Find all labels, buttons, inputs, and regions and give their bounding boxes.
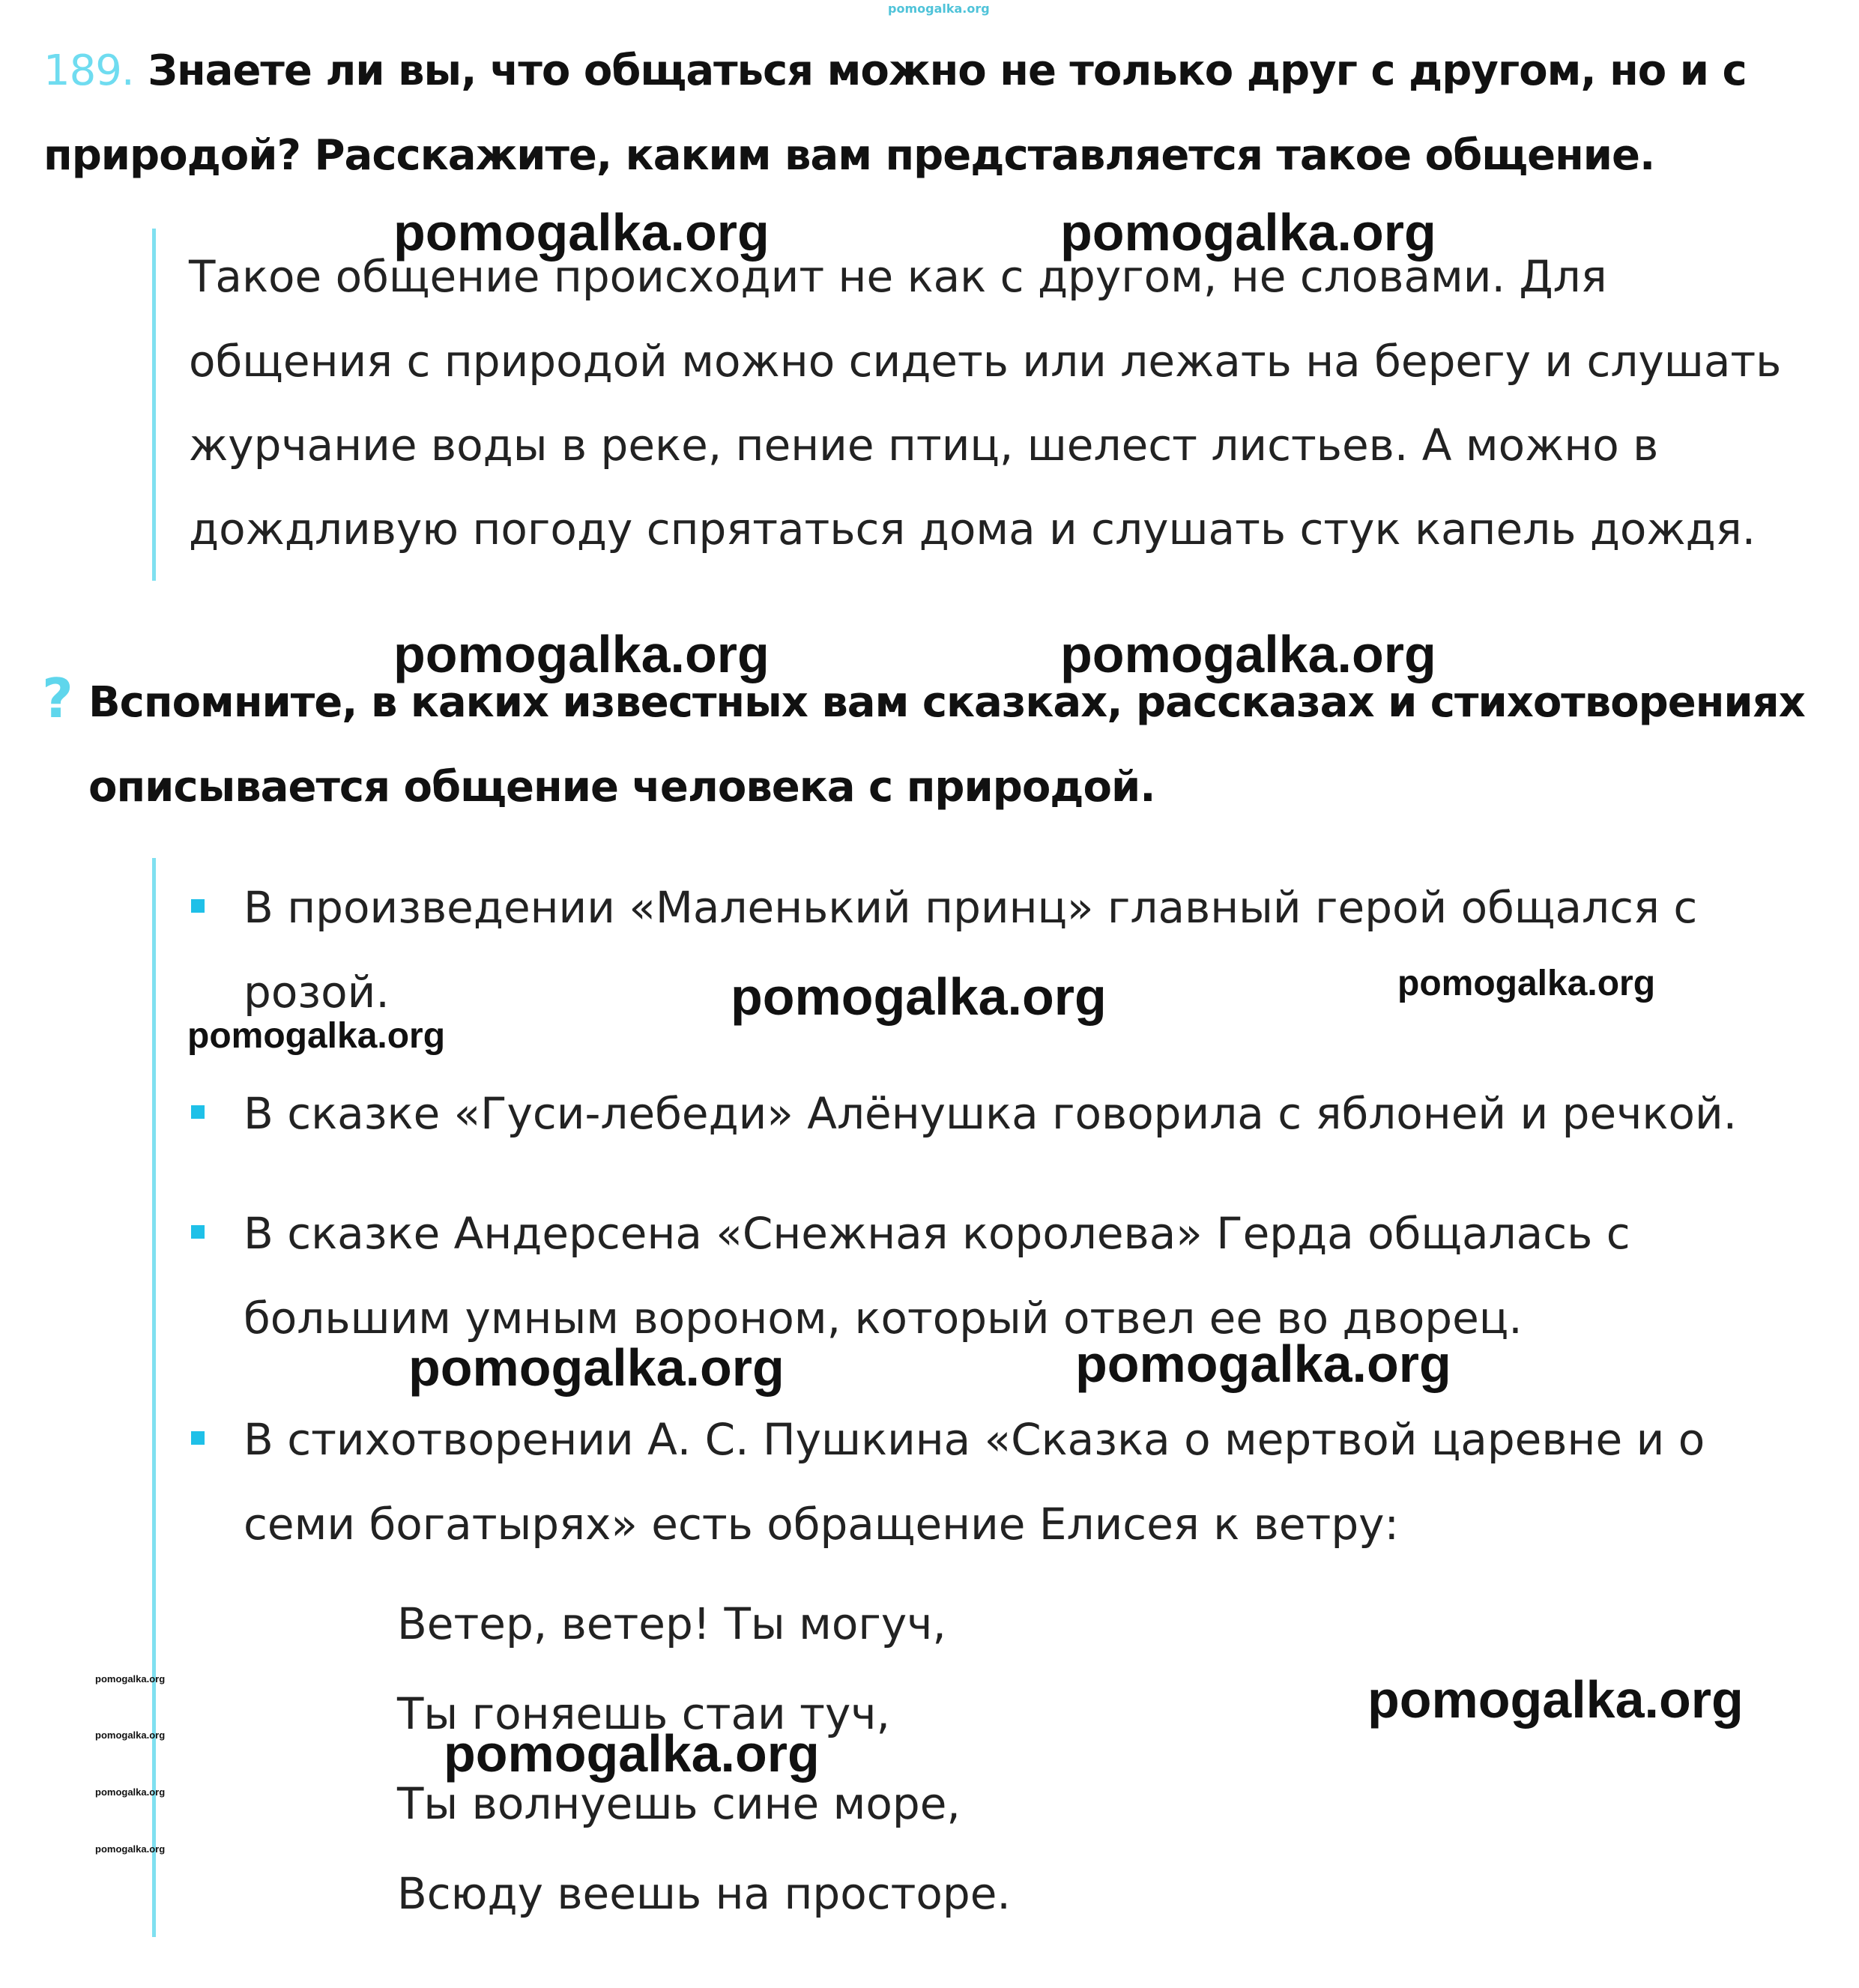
watermark-small: pomogalka.org [95, 1843, 166, 1855]
watermark: pomogalka.org [1060, 203, 1436, 262]
poem-line-3: Ты волнуешь сине море, [397, 1778, 961, 1829]
watermark: pomogalka.org [444, 1724, 820, 1783]
bullet-icon [191, 1105, 205, 1119]
task-question-line-1 [43, 46, 1747, 95]
watermark: pomogalka.org [731, 967, 1107, 1026]
answer-line-2: общения с природой можно сидеть или лежать на берегу и слушать [189, 336, 1782, 387]
watermark-small: pomogalka.org [95, 1786, 166, 1798]
watermark: pomogalka.org [1060, 625, 1436, 683]
question2-line-1: Вспомните, в каких известных вам сказках, рассказах и стихотворениях [88, 678, 1805, 727]
list-item-2-line-1: В сказке «Гуси-лебеди» Алёнушка говорила с яблоней и речкой. [244, 1088, 1738, 1139]
list-item-3-line-2: большим умным вороном, который отвел ее во дворец. [244, 1293, 1523, 1344]
task-question-text-1: Знаете ли вы, что общаться можно не только друг с другом, но и с [148, 46, 1747, 95]
bullet-icon [191, 899, 205, 913]
watermark: pomogalka.org [408, 1338, 785, 1397]
watermark-small: pomogalka.org [95, 1673, 166, 1685]
answer-line-4: дождливую погоду спрятаться дома и слушать стук капель дождя. [189, 504, 1756, 555]
list-item-4-line-1: В стихотворении А. С. Пушкина «Сказка о мертвой царевне и о [244, 1414, 1705, 1465]
question2-line-2: описывается общение человека с природой. [88, 763, 1155, 812]
poem-line-2: Ты гоняешь стаи туч, [397, 1688, 890, 1739]
poem-line-1: Ветер, ветер! Ты могуч, [397, 1598, 946, 1649]
watermark: pomogalka.org [187, 1016, 446, 1056]
watermark: pomogalka.org [1397, 964, 1656, 1003]
list-item-1-line-2: розой. [244, 967, 390, 1018]
watermark: pomogalka.org [393, 625, 770, 683]
task-number: 189. [43, 46, 134, 95]
list-bar [152, 858, 156, 1937]
watermark: pomogalka.org [1075, 1335, 1451, 1393]
task-question-line-2: природой? Расскажите, каким вам представляется такое общение. [43, 131, 1655, 180]
watermark: pomogalka.org [393, 203, 770, 262]
watermark: pomogalka.org [1367, 1670, 1744, 1729]
answer-bar [152, 229, 156, 581]
watermark-small: pomogalka.org [95, 1729, 166, 1741]
list-item-1-line-1: В произведении «Маленький принц» главный герой общался с [244, 882, 1698, 933]
list-item-3-line-1: В сказке Андерсена «Снежная королева» Герда общалась с [244, 1208, 1630, 1259]
answer-line-1: Такое общение происходит не как с другом, не словами. Для [189, 251, 1607, 302]
site-label-top: pomogalka.org [888, 1, 990, 16]
answer-line-3: журчание воды в реке, пение птиц, шелест листьев. А можно в [189, 420, 1659, 471]
bullet-icon [191, 1431, 205, 1445]
bullet-icon [191, 1225, 205, 1239]
poem-line-4: Всюду веешь на просторе. [397, 1868, 1011, 1919]
list-item-4-line-2: семи богатырях» есть обращение Елисея к ветру: [244, 1499, 1400, 1550]
question-mark-icon: ? [42, 667, 73, 730]
